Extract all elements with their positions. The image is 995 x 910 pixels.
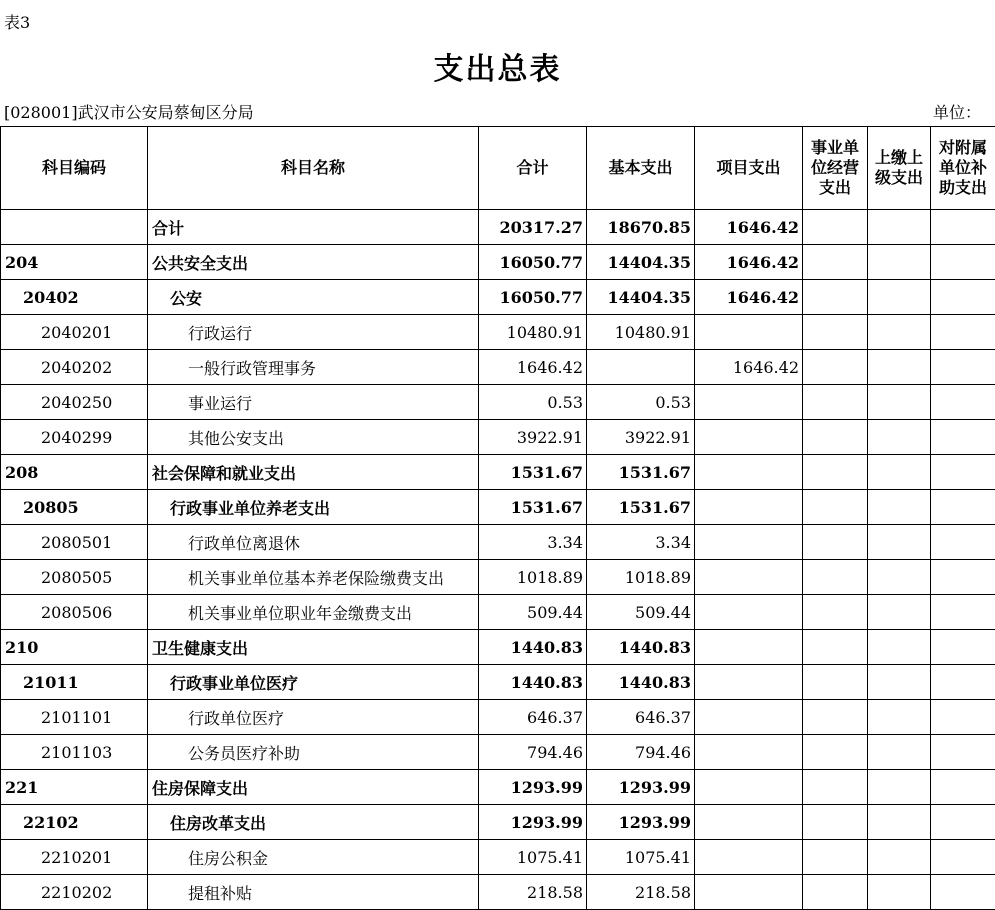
cell-name: 公安: [148, 280, 479, 315]
cell-subsidiary: [931, 490, 995, 525]
cell-superior: [868, 455, 931, 490]
cell-name: 住房保障支出: [148, 770, 479, 805]
cell-business: [803, 595, 868, 630]
cell-basic: 1440.83: [587, 665, 695, 700]
cell-code: 2040201: [1, 315, 148, 350]
cell-basic: 1531.67: [587, 455, 695, 490]
cell-business: [803, 210, 868, 245]
cell-subsidiary: [931, 385, 995, 420]
cell-subsidiary: [931, 805, 995, 840]
cell-superior: [868, 735, 931, 770]
cell-project: [695, 315, 803, 350]
cell-total: 218.58: [479, 875, 587, 910]
cell-name: 事业运行: [148, 385, 479, 420]
cell-superior: [868, 665, 931, 700]
cell-business: [803, 350, 868, 385]
cell-subsidiary: [931, 840, 995, 875]
cell-basic: 3922.91: [587, 420, 695, 455]
cell-name: 公务员医疗补助: [148, 735, 479, 770]
cell-basic: 14404.35: [587, 280, 695, 315]
cell-total: 1646.42: [479, 350, 587, 385]
cell-superior: [868, 700, 931, 735]
cell-name: 提租补贴: [148, 875, 479, 910]
cell-subsidiary: [931, 595, 995, 630]
cell-name: 住房改革支出: [148, 805, 479, 840]
cell-code: 2210201: [1, 840, 148, 875]
table-row: [1, 875, 995, 910]
cell-subsidiary: [931, 770, 995, 805]
table-row: [1, 315, 995, 350]
cell-business: [803, 280, 868, 315]
cell-basic: 1440.83: [587, 630, 695, 665]
cell-code: 20402: [1, 280, 148, 315]
cell-project: [695, 630, 803, 665]
cell-project: 1646.42: [695, 245, 803, 280]
cell-total: 20317.27: [479, 210, 587, 245]
cell-name: 合计: [148, 210, 479, 245]
cell-business: [803, 805, 868, 840]
cell-total: 1293.99: [479, 805, 587, 840]
header-business: 事业单位经营支出: [803, 127, 868, 210]
page-title: 支出总表: [433, 52, 562, 87]
cell-basic: 10480.91: [587, 315, 695, 350]
table-row: [1, 525, 995, 560]
cell-project: [695, 595, 803, 630]
cell-total: 794.46: [479, 735, 587, 770]
cell-project: [695, 420, 803, 455]
cell-code: [1, 210, 148, 245]
cell-business: [803, 245, 868, 280]
cell-name: 行政事业单位养老支出: [148, 490, 479, 525]
cell-superior: [868, 385, 931, 420]
table-row: [1, 280, 995, 315]
cell-total: 1075.41: [479, 840, 587, 875]
cell-superior: [868, 840, 931, 875]
table-row: [1, 245, 995, 280]
organization-label: [028001]武汉市公安局蔡甸区分局: [4, 103, 254, 122]
table-row: [1, 665, 995, 700]
cell-subsidiary: [931, 700, 995, 735]
cell-name: 行政运行: [148, 315, 479, 350]
cell-superior: [868, 595, 931, 630]
table-row: [1, 385, 995, 420]
cell-business: [803, 420, 868, 455]
cell-project: 1646.42: [695, 350, 803, 385]
header-superior: 上缴上级支出: [868, 127, 931, 210]
table-row: [1, 350, 995, 385]
cell-basic: 1293.99: [587, 805, 695, 840]
cell-project: [695, 700, 803, 735]
cell-business: [803, 840, 868, 875]
cell-name: 一般行政管理事务: [148, 350, 479, 385]
table-row: [1, 630, 995, 665]
expenditure-table: [0, 126, 995, 910]
cell-code: 208: [1, 455, 148, 490]
cell-basic: 18670.85: [587, 210, 695, 245]
cell-code: 2040299: [1, 420, 148, 455]
cell-project: [695, 490, 803, 525]
cell-business: [803, 700, 868, 735]
cell-superior: [868, 630, 931, 665]
cell-subsidiary: [931, 525, 995, 560]
cell-code: 210: [1, 630, 148, 665]
cell-project: 1646.42: [695, 280, 803, 315]
cell-business: [803, 770, 868, 805]
cell-basic: 1293.99: [587, 770, 695, 805]
unit-label: 单位：: [932, 103, 981, 122]
cell-code: 2080506: [1, 595, 148, 630]
cell-basic: 509.44: [587, 595, 695, 630]
table-row: [1, 700, 995, 735]
table-row: [1, 420, 995, 455]
cell-project: [695, 840, 803, 875]
cell-code: 2101103: [1, 735, 148, 770]
table-row: [1, 735, 995, 770]
cell-superior: [868, 490, 931, 525]
cell-project: [695, 735, 803, 770]
cell-subsidiary: [931, 560, 995, 595]
table-row: [1, 805, 995, 840]
cell-total: 10480.91: [479, 315, 587, 350]
cell-total: 16050.77: [479, 245, 587, 280]
header-name: 科目名称: [148, 127, 479, 210]
cell-subsidiary: [931, 280, 995, 315]
cell-project: [695, 385, 803, 420]
cell-superior: [868, 210, 931, 245]
cell-basic: 1075.41: [587, 840, 695, 875]
cell-code: 204: [1, 245, 148, 280]
table-body: [1, 210, 995, 910]
cell-name: 社会保障和就业支出: [148, 455, 479, 490]
cell-business: [803, 560, 868, 595]
cell-business: [803, 665, 868, 700]
cell-basic: [587, 350, 695, 385]
cell-code: 2101101: [1, 700, 148, 735]
cell-subsidiary: [931, 245, 995, 280]
table-row: [1, 770, 995, 805]
cell-basic: 0.53: [587, 385, 695, 420]
cell-total: 1440.83: [479, 665, 587, 700]
cell-total: 0.53: [479, 385, 587, 420]
cell-superior: [868, 560, 931, 595]
cell-project: [695, 875, 803, 910]
cell-name: 行政单位离退休: [148, 525, 479, 560]
cell-subsidiary: [931, 735, 995, 770]
cell-code: 21011: [1, 665, 148, 700]
cell-business: [803, 385, 868, 420]
cell-project: [695, 770, 803, 805]
table-row: [1, 490, 995, 525]
cell-name: 其他公安支出: [148, 420, 479, 455]
cell-total: 1440.83: [479, 630, 587, 665]
cell-name: 行政单位医疗: [148, 700, 479, 735]
cell-subsidiary: [931, 315, 995, 350]
cell-code: 2210202: [1, 875, 148, 910]
cell-code: 2040202: [1, 350, 148, 385]
cell-business: [803, 315, 868, 350]
table-number: 表3: [4, 13, 31, 32]
cell-superior: [868, 805, 931, 840]
cell-basic: 3.34: [587, 525, 695, 560]
cell-code: 221: [1, 770, 148, 805]
cell-name: 公共安全支出: [148, 245, 479, 280]
cell-business: [803, 525, 868, 560]
cell-superior: [868, 315, 931, 350]
table-row: [1, 210, 995, 245]
cell-project: [695, 455, 803, 490]
cell-business: [803, 875, 868, 910]
cell-superior: [868, 525, 931, 560]
cell-superior: [868, 420, 931, 455]
cell-total: 3922.91: [479, 420, 587, 455]
table-row: [1, 595, 995, 630]
header-total: 合计: [479, 127, 587, 210]
cell-total: 1293.99: [479, 770, 587, 805]
cell-basic: 14404.35: [587, 245, 695, 280]
table-header-row: [1, 127, 995, 210]
cell-name: 住房公积金: [148, 840, 479, 875]
cell-subsidiary: [931, 630, 995, 665]
cell-business: [803, 735, 868, 770]
cell-project: [695, 525, 803, 560]
cell-basic: 794.46: [587, 735, 695, 770]
cell-total: 3.34: [479, 525, 587, 560]
cell-superior: [868, 770, 931, 805]
cell-project: [695, 665, 803, 700]
table-row: [1, 840, 995, 875]
table-row: [1, 455, 995, 490]
header-subsidiary: 对附属单位补助支出: [931, 127, 995, 210]
cell-subsidiary: [931, 210, 995, 245]
table-row: [1, 560, 995, 595]
cell-project: [695, 805, 803, 840]
cell-name: 卫生健康支出: [148, 630, 479, 665]
cell-name: 机关事业单位职业年金缴费支出: [148, 595, 479, 630]
cell-subsidiary: [931, 455, 995, 490]
cell-total: 16050.77: [479, 280, 587, 315]
cell-subsidiary: [931, 875, 995, 910]
cell-basic: 1531.67: [587, 490, 695, 525]
cell-name: 机关事业单位基本养老保险缴费支出: [148, 560, 479, 595]
cell-business: [803, 490, 868, 525]
cell-total: 1531.67: [479, 455, 587, 490]
cell-total: 509.44: [479, 595, 587, 630]
cell-project: [695, 560, 803, 595]
cell-basic: 1018.89: [587, 560, 695, 595]
header-project: 项目支出: [695, 127, 803, 210]
cell-code: 22102: [1, 805, 148, 840]
cell-code: 2040250: [1, 385, 148, 420]
cell-superior: [868, 245, 931, 280]
cell-business: [803, 455, 868, 490]
cell-code: 2080505: [1, 560, 148, 595]
cell-project: 1646.42: [695, 210, 803, 245]
cell-business: [803, 630, 868, 665]
cell-total: 1531.67: [479, 490, 587, 525]
cell-basic: 218.58: [587, 875, 695, 910]
cell-subsidiary: [931, 665, 995, 700]
header-basic: 基本支出: [587, 127, 695, 210]
cell-name: 行政事业单位医疗: [148, 665, 479, 700]
cell-total: 1018.89: [479, 560, 587, 595]
cell-superior: [868, 875, 931, 910]
cell-code: 2080501: [1, 525, 148, 560]
cell-basic: 646.37: [587, 700, 695, 735]
cell-code: 20805: [1, 490, 148, 525]
cell-total: 646.37: [479, 700, 587, 735]
cell-superior: [868, 280, 931, 315]
cell-superior: [868, 350, 931, 385]
cell-subsidiary: [931, 350, 995, 385]
cell-subsidiary: [931, 420, 995, 455]
header-code: 科目编码: [1, 127, 148, 210]
